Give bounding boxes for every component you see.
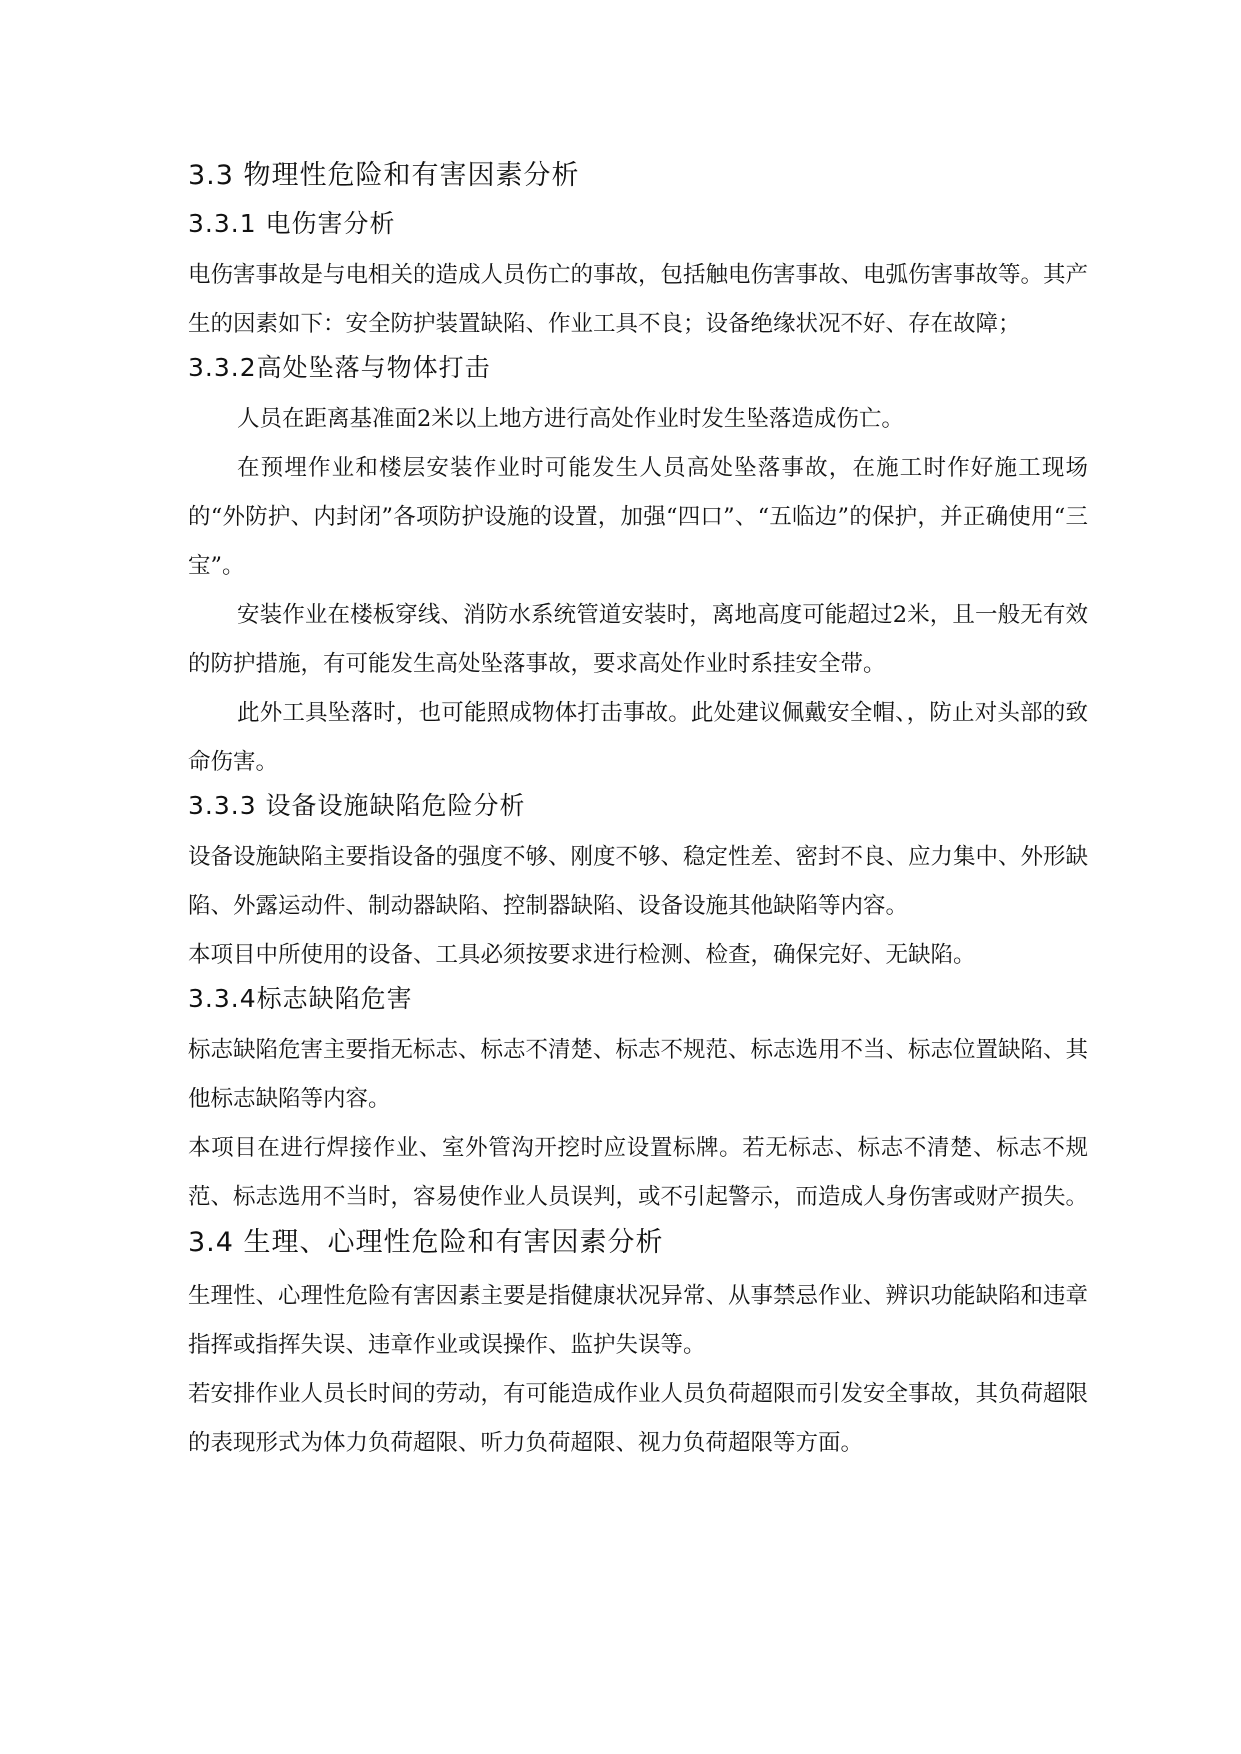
section-3-3-heading: 3.3 物理性危险和有害因素分析	[188, 160, 580, 191]
document-page	[188, 155, 1088, 1468]
section-3-3-2-paragraph-4: 此外工具坠落时，也可能照成物体打击事故。此处建议佩戴安全帽、，防止对头部的致命伤害。	[188, 700, 1088, 775]
section-3-3-3-paragraph-1: 设备设施缺陷主要指设备的强度不够、刚度不够、稳定性差、密封不良、应力集中、外形缺陷、外露运动件、制动器缺陷、控制器缺陷、设备设施其他缺陷等内容。	[188, 844, 1089, 919]
section-3-4-heading: 3.4 生理、心理性危险和有害因素分析	[188, 1227, 664, 1258]
section-3-3-2-paragraph-1: 人员在距离基准面2米以上地方进行高处作业时发生坠落造成伤亡。	[237, 406, 904, 432]
section-3-4-paragraph-2: 若安排作业人员长时间的劳动，有可能造成作业人员负荷超限而引发安全事故，其负荷超限的表现形式为体力负荷超限、听力负荷超限、视力负荷超限等方面。	[188, 1381, 1089, 1456]
section-3-3-2-paragraph-3: 安装作业在楼板穿线、消防水系统管道安装时，离地高度可能超过2米，且一般无有效的防护措施，有可能发生高处坠落事故，要求高处作业时系挂安全带。	[188, 602, 1088, 677]
section-3-3-2-heading: 3.3.2高处坠落与物体打击	[188, 353, 491, 382]
section-3-3-2-paragraph-2: 在预埋作业和楼层安装作业时可能发生人员高处坠落事故，在施工时作好施工现场的“外防护、内封闭”各项防护设施的设置，加强“四口”、“五临边”的保护，并正确使用“三宝”。	[188, 455, 1088, 579]
section-3-4-paragraph-1: 生理性、心理性危险有害因素主要是指健康状况异常、从事禁忌作业、辨识功能缺陷和违章指挥或指挥失误、违章作业或误操作、监护失误等。	[188, 1283, 1089, 1358]
section-3-3-1-heading: 3.3.1 电伤害分析	[188, 209, 396, 238]
section-3-3-1-paragraph-1: 电伤害事故是与电相关的造成人员伤亡的事故，包括触电伤害事故、电弧伤害事故等。其产生的因素如下：安全防护装置缺陷、作业工具不良；设备绝缘状况不好、存在故障；	[188, 262, 1089, 337]
section-3-3-4-paragraph-2: 本项目在进行焊接作业、室外管沟开挖时应设置标牌。若无标志、标志不清楚、标志不规范、标志选用不当时，容易使作业人员误判，或不引起警示，而造成人身伤害或财产损失。	[188, 1135, 1089, 1210]
section-3-3-4-paragraph-1: 标志缺陷危害主要指无标志、标志不清楚、标志不规范、标志选用不当、标志位置缺陷、其他标志缺陷等内容。	[188, 1037, 1089, 1112]
section-3-3-3-heading: 3.3.3 设备设施缺陷危险分析	[188, 791, 526, 820]
section-3-3-4-heading: 3.3.4标志缺陷危害	[188, 984, 413, 1013]
section-3-3-3-paragraph-2: 本项目中所使用的设备、工具必须按要求进行检测、检查，确保完好、无缺陷。	[188, 942, 976, 968]
